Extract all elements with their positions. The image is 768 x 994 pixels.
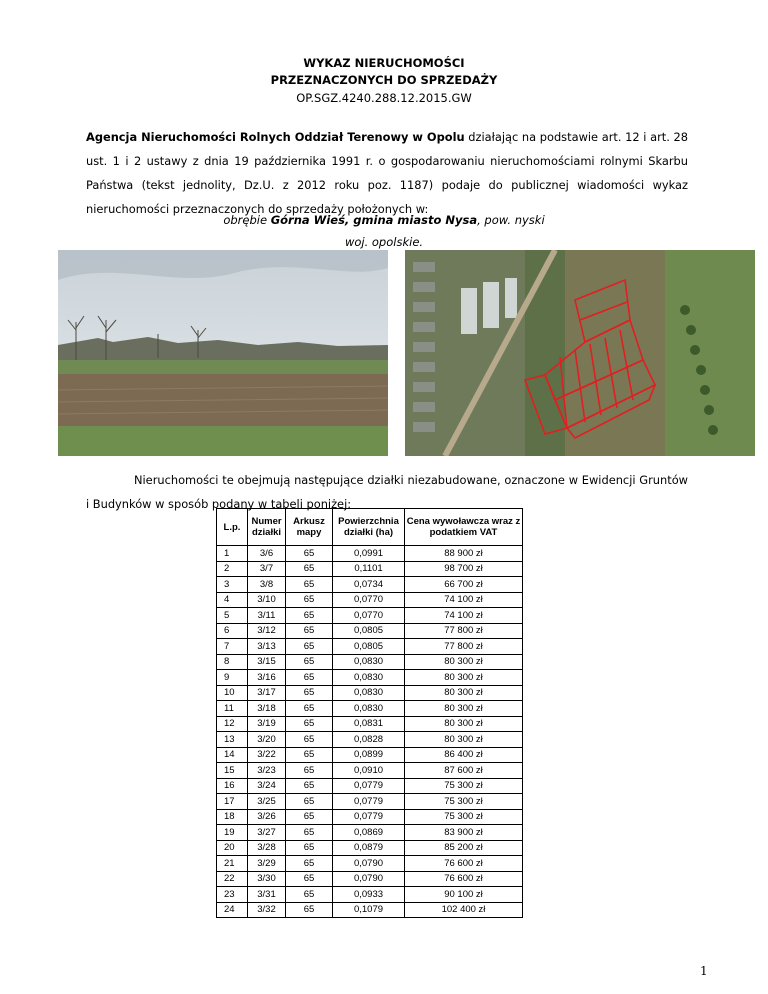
header-map-sheet: Arkusz mapy [286, 509, 333, 546]
table-row [217, 716, 523, 732]
cell-lp: 6 [217, 623, 248, 639]
table-row [217, 794, 523, 810]
header-price: Cena wywoławcza wraz z podatkiem VAT [405, 509, 523, 546]
cell-area: 0,0779 [333, 778, 405, 794]
cell-area: 0,0790 [333, 856, 405, 872]
table-row [217, 856, 523, 872]
cell-parcel-number: 3/15 [248, 654, 286, 670]
cell-map-sheet: 65 [286, 654, 333, 670]
cell-area: 0,0869 [333, 825, 405, 841]
cell-map-sheet: 65 [286, 763, 333, 779]
cell-lp: 18 [217, 809, 248, 825]
cell-lp: 2 [217, 561, 248, 577]
cell-lp: 14 [217, 747, 248, 763]
page-number: 1 [700, 964, 708, 978]
cell-lp: 24 [217, 902, 248, 918]
cell-parcel-number: 3/11 [248, 608, 286, 624]
cell-price: 80 300 zł [405, 716, 523, 732]
table-row [217, 670, 523, 686]
cell-parcel-number: 3/6 [248, 546, 286, 562]
document-subtitle: PRZEZNACZONYCH DO SPRZEDAŻY [270, 73, 498, 87]
cell-lp: 11 [217, 701, 248, 717]
table-row [217, 623, 523, 639]
header-lp: L.p. [217, 509, 248, 546]
cell-area: 0,0830 [333, 670, 405, 686]
cell-map-sheet: 65 [286, 825, 333, 841]
cell-price: 80 300 zł [405, 732, 523, 748]
cell-map-sheet: 65 [286, 716, 333, 732]
table-row [217, 654, 523, 670]
cell-map-sheet: 65 [286, 794, 333, 810]
table-row [217, 763, 523, 779]
table-row [217, 825, 523, 841]
cell-price: 80 300 zł [405, 685, 523, 701]
cell-price: 76 600 zł [405, 856, 523, 872]
cell-parcel-number: 3/32 [248, 902, 286, 918]
table-row [217, 732, 523, 748]
cell-area: 0,0805 [333, 623, 405, 639]
cell-parcel-number: 3/31 [248, 887, 286, 903]
cell-price: 77 800 zł [405, 623, 523, 639]
cell-lp: 13 [217, 732, 248, 748]
cell-map-sheet: 65 [286, 732, 333, 748]
cell-parcel-number: 3/27 [248, 825, 286, 841]
field-photo [58, 250, 388, 456]
cell-parcel-number: 3/28 [248, 840, 286, 856]
cell-area: 0,0779 [333, 794, 405, 810]
table-row [217, 639, 523, 655]
table-row [217, 685, 523, 701]
cell-area: 0,0830 [333, 685, 405, 701]
cell-map-sheet: 65 [286, 902, 333, 918]
cell-map-sheet: 65 [286, 670, 333, 686]
table-row [217, 902, 523, 918]
cell-area: 0,0830 [333, 654, 405, 670]
cell-lp: 21 [217, 856, 248, 872]
cell-map-sheet: 65 [286, 887, 333, 903]
cell-parcel-number: 3/10 [248, 592, 286, 608]
table-header-row [217, 509, 523, 546]
cell-parcel-number: 3/7 [248, 561, 286, 577]
cell-lp: 10 [217, 685, 248, 701]
parcels-table [216, 508, 523, 918]
cell-area: 0,0933 [333, 887, 405, 903]
cell-area: 0,1079 [333, 902, 405, 918]
cell-area: 0,0991 [333, 546, 405, 562]
cell-area: 0,0831 [333, 716, 405, 732]
location-place: Górna Wieś, gmina miasto Nysa [270, 213, 478, 227]
cell-price: 77 800 zł [405, 639, 523, 655]
cell-lp: 17 [217, 794, 248, 810]
location-voivodeship: woj. opolskie. [344, 235, 424, 249]
cell-area: 0,0910 [333, 763, 405, 779]
cell-map-sheet: 65 [286, 871, 333, 887]
cell-map-sheet: 65 [286, 546, 333, 562]
cell-map-sheet: 65 [286, 701, 333, 717]
table-row [217, 887, 523, 903]
location-suffix: , pow. nyski [477, 213, 545, 227]
cell-price: 80 300 zł [405, 701, 523, 717]
cell-price: 88 900 zł [405, 546, 523, 562]
cell-parcel-number: 3/25 [248, 794, 286, 810]
cell-area: 0,0805 [333, 639, 405, 655]
cell-price: 74 100 zł [405, 592, 523, 608]
cell-map-sheet: 65 [286, 639, 333, 655]
cell-map-sheet: 65 [286, 840, 333, 856]
cell-parcel-number: 3/26 [248, 809, 286, 825]
table-row [217, 546, 523, 562]
cell-price: 102 400 zł [405, 902, 523, 918]
cell-lp: 8 [217, 654, 248, 670]
intro-text: działając na podstawie art. 12 i art. 28 ust. 1 i 2 ustawy z dnia 19 października 1991 r. o gospodarowaniu nieruchomościami rolnymi Skarbu Państwa (tekst jednolity, Dz.U. z 2012 roku poz. 1187) podaje do publicznej wiadomości wykaz nieruchomości przeznaczonych do sprzedaży położonych w: [86, 130, 688, 216]
cell-price: 74 100 zł [405, 608, 523, 624]
cell-lp: 23 [217, 887, 248, 903]
cell-lp: 1 [217, 546, 248, 562]
cell-price: 85 200 zł [405, 840, 523, 856]
cell-lp: 3 [217, 577, 248, 593]
cell-lp: 5 [217, 608, 248, 624]
reference-number: OP.SGZ.4240.288.12.2015.GW [296, 91, 472, 105]
aerial-photo [405, 250, 755, 456]
cell-lp: 9 [217, 670, 248, 686]
location-line [0, 213, 768, 227]
cell-parcel-number: 3/20 [248, 732, 286, 748]
intro-paragraph [86, 125, 688, 221]
cell-map-sheet: 65 [286, 856, 333, 872]
cell-parcel-number: 3/22 [248, 747, 286, 763]
cell-lp: 19 [217, 825, 248, 841]
cell-lp: 22 [217, 871, 248, 887]
table-row [217, 561, 523, 577]
cell-lp: 7 [217, 639, 248, 655]
cell-price: 66 700 zł [405, 577, 523, 593]
table-row [217, 809, 523, 825]
table-row [217, 577, 523, 593]
location-prefix: obrębie [223, 213, 271, 227]
cell-map-sheet: 65 [286, 561, 333, 577]
cell-parcel-number: 3/18 [248, 701, 286, 717]
cell-map-sheet: 65 [286, 747, 333, 763]
table-intro-text: Nieruchomości te obejmują następujące działki niezabudowane, oznaczone w Ewidencji Gruntów i Budynków w sposób podany w tabeli poniżej: [86, 473, 688, 511]
table-row [217, 840, 523, 856]
cell-area: 0,0770 [333, 608, 405, 624]
cell-price: 80 300 zł [405, 654, 523, 670]
cell-price: 75 300 zł [405, 809, 523, 825]
cell-price: 75 300 zł [405, 778, 523, 794]
cell-lp: 20 [217, 840, 248, 856]
cell-map-sheet: 65 [286, 623, 333, 639]
table-row [217, 592, 523, 608]
cell-price: 76 600 zł [405, 871, 523, 887]
cell-parcel-number: 3/17 [248, 685, 286, 701]
cell-parcel-number: 3/24 [248, 778, 286, 794]
table-row [217, 778, 523, 794]
cell-area: 0,0828 [333, 732, 405, 748]
cell-parcel-number: 3/29 [248, 856, 286, 872]
header-area: Powierzchnia działki (ha) [333, 509, 405, 546]
cell-area: 0,0899 [333, 747, 405, 763]
cell-price: 98 700 zł [405, 561, 523, 577]
cell-parcel-number: 3/13 [248, 639, 286, 655]
cell-area: 0,0734 [333, 577, 405, 593]
cell-parcel-number: 3/12 [248, 623, 286, 639]
document-title: WYKAZ NIERUCHOMOŚCI [303, 56, 465, 70]
cell-parcel-number: 3/19 [248, 716, 286, 732]
cell-parcel-number: 3/16 [248, 670, 286, 686]
cell-area: 0,1101 [333, 561, 405, 577]
cell-price: 87 600 zł [405, 763, 523, 779]
cell-map-sheet: 65 [286, 685, 333, 701]
cell-map-sheet: 65 [286, 778, 333, 794]
cell-lp: 12 [217, 716, 248, 732]
cell-map-sheet: 65 [286, 592, 333, 608]
cell-map-sheet: 65 [286, 577, 333, 593]
table-row [217, 608, 523, 624]
cell-price: 80 300 zł [405, 670, 523, 686]
header-parcel-number: Numer działki [248, 509, 286, 546]
cell-parcel-number: 3/30 [248, 871, 286, 887]
table-row [217, 871, 523, 887]
cell-area: 0,0790 [333, 871, 405, 887]
cell-lp: 4 [217, 592, 248, 608]
cell-map-sheet: 65 [286, 809, 333, 825]
table-row [217, 747, 523, 763]
cell-price: 90 100 zł [405, 887, 523, 903]
agency-name: Agencja Nieruchomości Rolnych Oddział Terenowy w Opolu [86, 130, 465, 144]
cell-lp: 15 [217, 763, 248, 779]
table-row [217, 701, 523, 717]
cell-area: 0,0770 [333, 592, 405, 608]
cell-area: 0,0830 [333, 701, 405, 717]
cell-price: 83 900 zł [405, 825, 523, 841]
cell-price: 86 400 zł [405, 747, 523, 763]
cell-area: 0,0879 [333, 840, 405, 856]
cell-lp: 16 [217, 778, 248, 794]
cell-area: 0,0779 [333, 809, 405, 825]
cell-price: 75 300 zł [405, 794, 523, 810]
cell-parcel-number: 3/8 [248, 577, 286, 593]
cell-parcel-number: 3/23 [248, 763, 286, 779]
cell-map-sheet: 65 [286, 608, 333, 624]
